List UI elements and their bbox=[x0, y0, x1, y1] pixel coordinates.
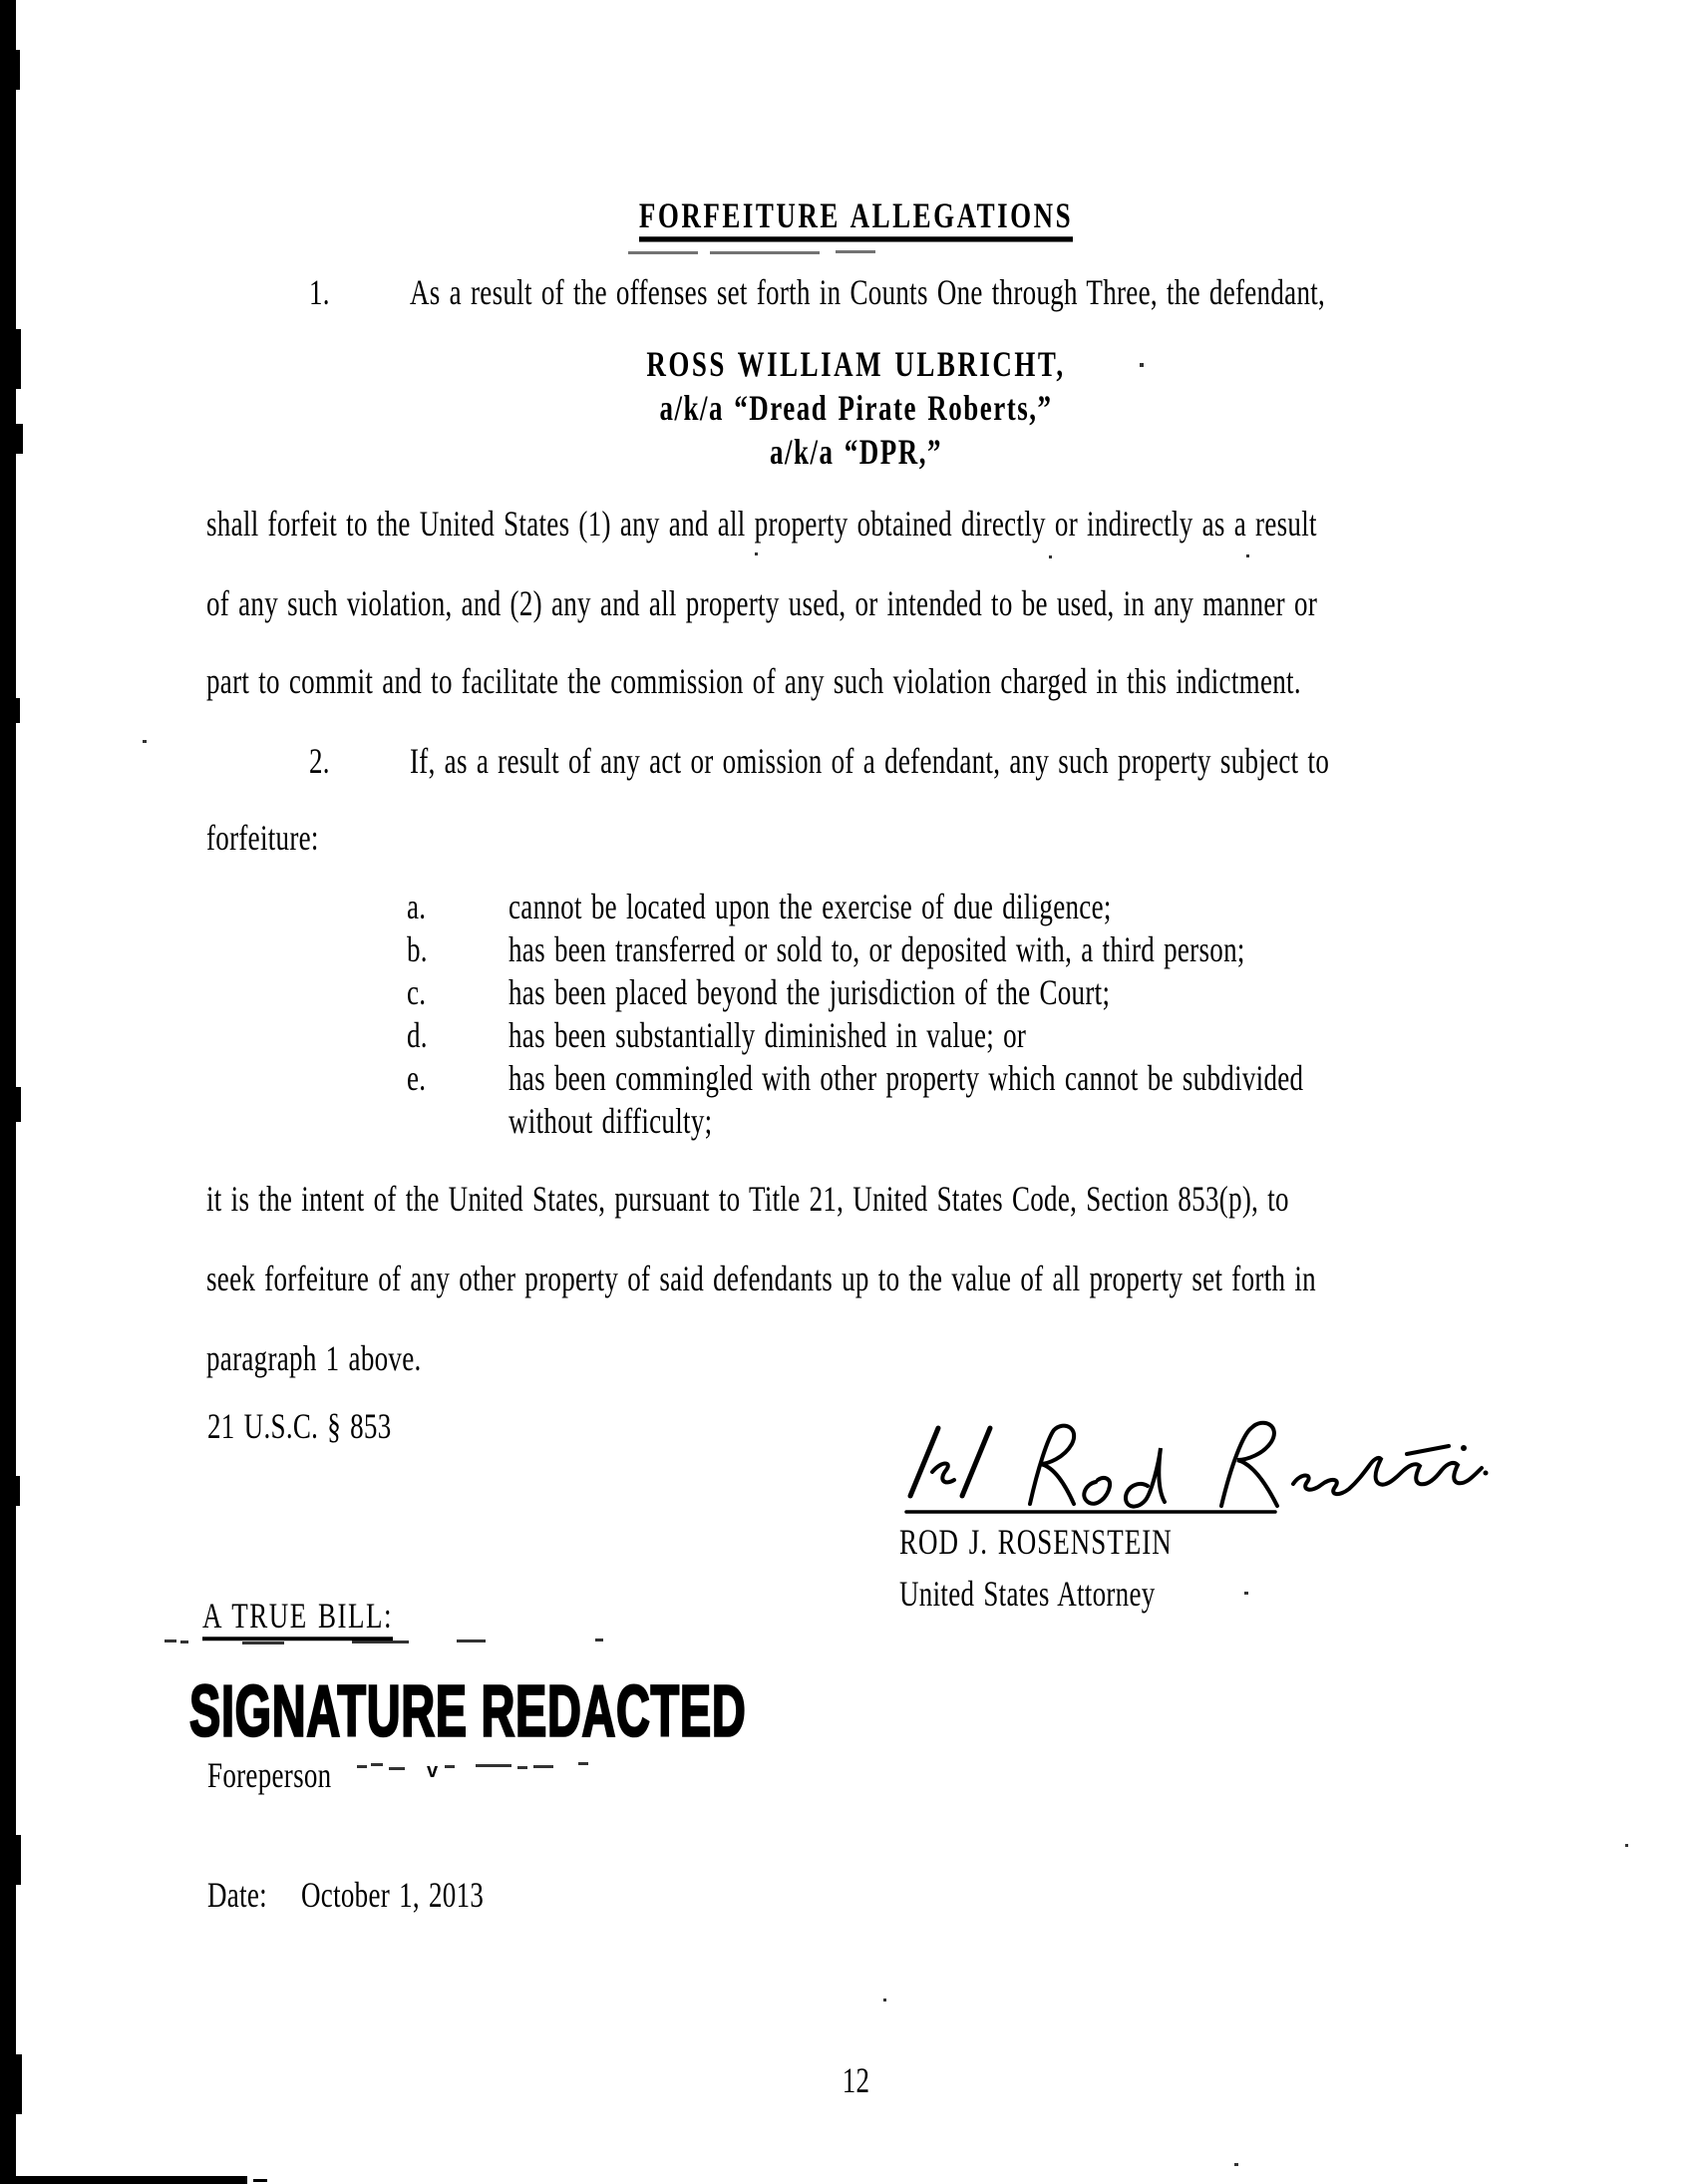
body-line: of any such violation, and (2) any and all property used, or intended to be used, in any manner or bbox=[206, 583, 1318, 623]
scan-scribble bbox=[357, 1765, 367, 1768]
scan-dot bbox=[1234, 2163, 1238, 2166]
paragraph-number: 1. bbox=[309, 272, 330, 312]
scan-dot bbox=[143, 740, 147, 743]
defendant-name-line: ROSS WILLIAM ULBRICHT, bbox=[646, 344, 1066, 384]
paragraph-number: 2. bbox=[309, 741, 330, 781]
paragraph-2-continuation: forfeiture: bbox=[206, 818, 319, 858]
closing-line: seek forfeiture of any other property of said defendants up to the value of all property set forth in bbox=[206, 1259, 1316, 1298]
page-number: 12 bbox=[842, 2060, 870, 2100]
paragraph-text: If, as a result of any act or omission of a defendant, any such property subject to bbox=[410, 741, 1330, 781]
list-item bbox=[407, 1058, 1304, 1098]
scan-edge-notch bbox=[16, 1835, 21, 1885]
list-item bbox=[407, 972, 1111, 1012]
attorney-name: ROD J. ROSENSTEIN bbox=[899, 1522, 1173, 1562]
scan-left-edge-bar bbox=[0, 0, 16, 2184]
list-item-text: has been commingled with other property which cannot be subdivided bbox=[508, 1058, 1304, 1098]
scan-edge-notch bbox=[16, 698, 20, 723]
list-item-label: a. bbox=[407, 887, 427, 926]
scan-dash bbox=[595, 1638, 603, 1641]
closing-line: paragraph 1 above. bbox=[206, 1338, 422, 1378]
attorney-title: United States Attorney bbox=[899, 1574, 1156, 1614]
list-item-text: has been placed beyond the jurisdiction of the Court; bbox=[508, 972, 1111, 1012]
scan-dot bbox=[883, 1999, 886, 2002]
list-item bbox=[407, 929, 1245, 969]
scan-dot bbox=[1625, 1844, 1628, 1847]
defendant-alias-line: a/k/a “DPR,” bbox=[769, 432, 942, 472]
heading-underline-smudge bbox=[836, 250, 875, 253]
closing-line: it is the intent of the United States, pursuant to Title 21, United States Code, Section 853(p), to bbox=[206, 1179, 1289, 1219]
scan-scribble bbox=[517, 1766, 527, 1769]
list-item bbox=[407, 1015, 1027, 1055]
attorney-signature bbox=[902, 1418, 1491, 1526]
signature-redacted-stamp: SIGNATURE REDACTED bbox=[189, 1669, 747, 1751]
scan-dot bbox=[1246, 554, 1249, 557]
scan-scribble-v: v bbox=[427, 1760, 439, 1782]
scan-dash bbox=[180, 1640, 188, 1643]
scan-edge-notch bbox=[16, 1476, 20, 1506]
scan-bottom-bar bbox=[0, 2176, 247, 2184]
heading-text: FORFEITURE ALLEGATIONS bbox=[639, 198, 1073, 242]
list-item-text: has been transferred or sold to, or deposited with, a third person; bbox=[508, 929, 1245, 969]
list-item-label: d. bbox=[407, 1015, 428, 1055]
scan-scribble bbox=[445, 1765, 455, 1768]
paragraph-1 bbox=[309, 272, 1326, 312]
list-item-label: b. bbox=[407, 929, 428, 969]
true-bill-label bbox=[202, 1596, 394, 1640]
list-item-continuation: without difficulty; bbox=[508, 1101, 713, 1141]
scan-bottom-dash bbox=[253, 2179, 267, 2182]
scan-dot bbox=[1244, 1592, 1248, 1595]
scan-scribble bbox=[389, 1767, 405, 1770]
scan-dash bbox=[242, 1641, 284, 1644]
list-item bbox=[407, 887, 1112, 926]
list-item-text: cannot be located upon the exercise of due diligence; bbox=[508, 887, 1112, 926]
true-bill-text: A TRUE BILL: bbox=[202, 1599, 393, 1640]
list-item-text: has been substantially diminished in value; or bbox=[508, 1015, 1027, 1055]
date-label: Date: bbox=[207, 1875, 267, 1915]
scan-dash bbox=[457, 1639, 486, 1642]
scan-edge-notch bbox=[16, 1087, 21, 1122]
list-item-label: e. bbox=[407, 1058, 427, 1098]
scan-scribble bbox=[476, 1764, 511, 1767]
body-line: shall forfeit to the United States (1) any and all property obtained directly or indirectly as a result bbox=[206, 504, 1317, 544]
scan-edge-notch bbox=[16, 50, 20, 90]
paragraph-text: As a result of the offenses set forth in Counts One through Three, the defendant, bbox=[410, 272, 1326, 312]
scan-scribble bbox=[371, 1763, 383, 1766]
heading-underline-smudge bbox=[710, 251, 820, 254]
scan-scribble bbox=[578, 1762, 588, 1765]
scan-scribble bbox=[533, 1765, 553, 1768]
statute-citation: 21 U.S.C. § 853 bbox=[207, 1406, 392, 1446]
list-item-label: c. bbox=[407, 972, 427, 1012]
foreperson-label: Foreperson bbox=[207, 1755, 332, 1795]
scan-dash bbox=[165, 1639, 176, 1642]
body-line: part to commit and to facilitate the commission of any such violation charged in this indictment. bbox=[206, 661, 1301, 701]
heading-underline-smudge bbox=[628, 251, 698, 254]
date-value: October 1, 2013 bbox=[300, 1875, 485, 1915]
scan-dot bbox=[1049, 555, 1052, 558]
scan-dash bbox=[352, 1640, 409, 1643]
scan-dot bbox=[755, 552, 758, 555]
paragraph-2 bbox=[309, 741, 1330, 781]
defendant-alias-line: a/k/a “Dread Pirate Roberts,” bbox=[659, 388, 1053, 428]
document-heading bbox=[17, 195, 1695, 242]
date-line bbox=[207, 1875, 485, 1915]
